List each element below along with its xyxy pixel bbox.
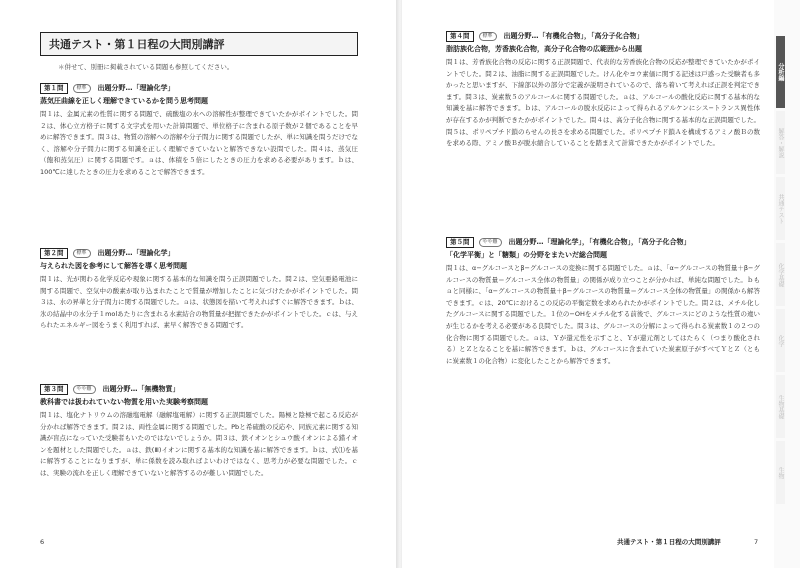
question-number: 第５問 xyxy=(446,237,474,248)
thumb-tab-chem[interactable]: 化学 xyxy=(776,309,785,372)
thumb-index xyxy=(776,36,800,507)
thumb-tab-common-test[interactable]: 共通テスト xyxy=(776,177,785,240)
running-footer: 共通テスト・第１日程の大問別講評 xyxy=(617,538,721,546)
difficulty-badge: やや難 xyxy=(479,238,502,247)
question-block-3 xyxy=(40,383,358,480)
question-body: 問１は、金属元素の性質に関する問題で、硫酸塩の水への溶解性が整理できていたかがポイントでした。問２は、体心立方格子に関する文字式を用いた計算問題で、単位格子に含まれる原子数が２個であることを早めに解答できます。問３は、物質の溶解への溶解や分子間力に関する問題でしたが、単に知識を問うだけでなく、溶解や分子間力に関する知識を正しく理解できていないと解答できない設問でした。問４は、蒸気圧（飽和蒸気圧）に関する問題です。ａは、体積を５倍にしたときの圧力を求める必要があります。ｂは、100℃に達したときの圧力を求めることで解答できます。 xyxy=(40,110,358,176)
question-body: 問１は、α−グルコースとβ−グルコースの変換に関する問題でした。ａは、「α−グルコースの物質量＋β−グルコースの物質量＝グルコース全体の物質量」の関係が成り立つことが分かれば、単純な問題でした。ｂもａと同様に、「α−グルコースの物質量＋β−グルコースの物質量＝グルコース全体の物質量」の関係から解答できます。ｃは、20℃におけるこの反応の平衡定数を求められたかがポイントでした。問２は、メチル化したグルコースに関する問題でした。１位の−OHをメチル化する前後で、グルコースにどのような性質の違いが生じるかを考える必要がある良問でした。問３は、グルコースの分解によって得られる炭素数１の２つの化合物に関する問題でした。ａは、Ｙが還元性を示すこと、Ｙが還元剤としてはたらく（つまり酸化される）とＺとなることを基に解答できます。ｂは、グルコースに含まれていた炭素原子がすべてＹとＺ（ともに炭素数１の化合物）に変化したことから解答できます。 xyxy=(446,264,760,365)
question-title: 脂肪族化合物，芳香族化合物，高分子化合物の広範囲から出題 xyxy=(446,45,642,53)
question-title: 蒸気圧曲線を正しく理解できているかを問う思考問題 xyxy=(40,97,208,105)
page-number-left: 6 xyxy=(40,538,45,546)
question-number: 第２問 xyxy=(40,248,68,259)
question-block-4 xyxy=(446,30,760,150)
difficulty-badge: 標準 xyxy=(73,84,91,93)
question-body: 問１は、光が関わる化学反応や現象に関する基本的な知識を問う正誤問題でした。問２は、空気亜鉛電池に関する問題で、空気中の酸素が取り込まれたことで質量が増加したことに気づけたかがポイントでした。問３は、水の昇華と分子間力に関する問題でした。ａは、状態図を描いて考えればすぐに解答できます。ｂは、氷の結晶中の水分子１molあたりに含まれる水素結合の物質量が把握できたかがポイントでした。ｃは、与えられたエネルギー図をうまく利用すれば、素早く解答できる問題です。 xyxy=(40,275,358,330)
question-title: 「化学平衡」と「糖類」の分野をまたいだ総合問題 xyxy=(446,251,607,259)
right-page xyxy=(402,0,774,568)
section-title: 共通テスト・第１日程の大問別講評 xyxy=(40,32,358,56)
difficulty-badge: やや難 xyxy=(73,385,96,394)
thumb-tab-analysis[interactable]: 分析編 xyxy=(776,36,785,108)
left-page xyxy=(0,0,398,568)
question-field: 出題分野…「無機物質」 xyxy=(102,385,180,393)
thumb-tab-bio[interactable]: 生物 xyxy=(776,441,785,504)
question-field: 出題分野…「理論化学」，「有機化合物」，「高分子化合物」 xyxy=(508,238,691,246)
question-field: 出題分野…「理論化学」 xyxy=(97,84,175,92)
question-body: 問１は、芳香族化合物の反応に関する正誤問題で、代表的な芳香族化合物の反応が整理できていたかがポイントでした。問２は、油脂に関する正誤問題でした。けん化やヨウ素価に関する記述は戸惑った受験者も多かったと思いますが、下線部以外の部分で定義が説明されているので、落ち着いて考えれば正誤を判定できます。問３は、炭素数５のアルコールに関する問題でした。ａは、アルコールの酸化反応に関する基本的な知識を基に解答できます。ｂは、アルコールの脱水反応によって得られるアルケンにシス−トランス異性体が存在するかが判断できたかがポイントでした。問４は、高分子化合物に関する基本的な正誤問題でした。問５は、ポリペプチド鎖のらせんの長さを求める問題でした。ポリペプチド鎖Ａを構成するアミノ酸Ｂの数を求める際、アミノ酸Ｂが脱水縮合していることを踏まえて計算できたかがポイントでした。 xyxy=(446,58,760,148)
question-number: 第１問 xyxy=(40,83,68,94)
reference-note: ＊併せて、別冊に掲載されている問題も参照してください。 xyxy=(58,63,234,71)
thumb-tab-answers[interactable]: 解答・解説 xyxy=(776,111,785,174)
question-title: 与えられた図を参考にして解答を導く思考問題 xyxy=(40,262,187,270)
question-field: 出題分野…「有機化合物」，「高分子化合物」 xyxy=(503,32,644,40)
thumb-tab-chem-basic[interactable]: 化学基礎 xyxy=(776,243,785,306)
question-block-1 xyxy=(40,82,358,179)
difficulty-badge: 標準 xyxy=(479,32,497,41)
question-block-2 xyxy=(40,247,358,332)
question-title: 教科書では扱われていない物質を用いた実験考察問題 xyxy=(40,398,208,406)
thumb-tab-bio-basic[interactable]: 生物基礎 xyxy=(776,375,785,438)
question-number: 第４問 xyxy=(446,31,474,42)
page-number-right: 7 xyxy=(754,538,759,546)
question-block-5 xyxy=(446,236,760,367)
difficulty-badge: 標準 xyxy=(73,249,91,258)
question-field: 出題分野…「理論化学」 xyxy=(97,249,175,257)
question-body: 問１は、塩化ナトリウムの溶融塩電解（融解塩電解）に関する正誤問題でした。陽極と陰極で起こる反応が分かれば解答できます。問２は、両性金属に関する問題でした。Pbと希硫酸の反応や、同族元素に関する知識が盲点になっていた受験者もいたのではないでしょうか。問３は、鉄イオンとシュウ酸イオンによる錯イオンを題材とした問題でした。ａは、鉄(Ⅲ)イオンに関する基本的な知識を基に解答できます。ｂは、式⑴を基に解答することになりますが、単に係数を読み取ればよいわけではなく、思考力が必要な問題でした。ｃは、実験の流れを正しく理解できていないと解答するのが難しい問題でした。 xyxy=(40,411,358,477)
question-number: 第３問 xyxy=(40,384,68,395)
